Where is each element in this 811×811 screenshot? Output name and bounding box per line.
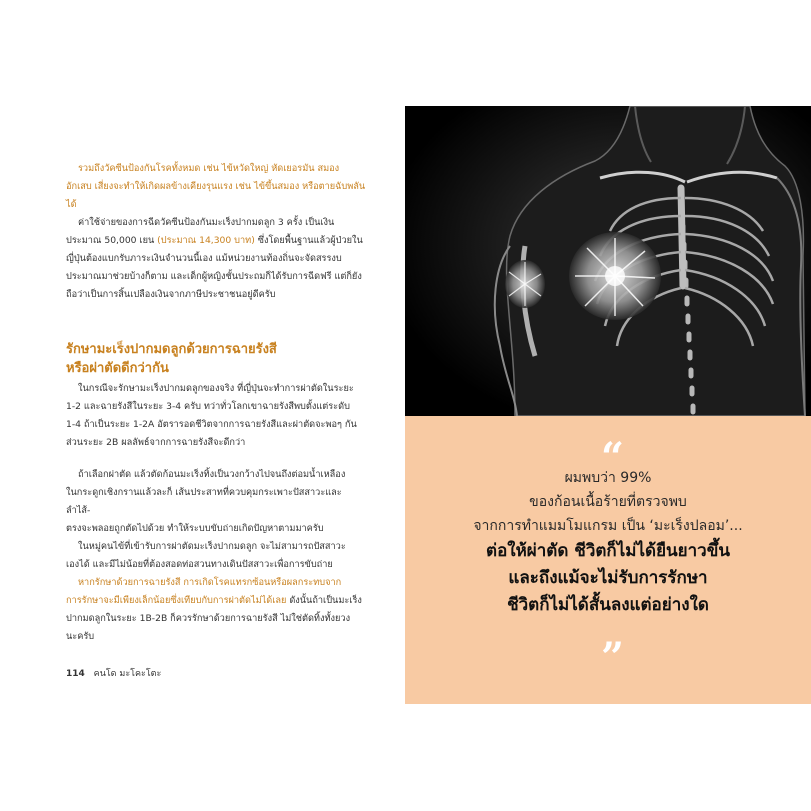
p3-line-2: 1-2 และฉายรังสีในระยะ 3-4 ครับ ทว่าทั่วโลกเขาฉายรังสีพบตั้งแต่ระดับ [66,401,350,412]
section-heading [66,340,366,378]
p5-line-2: เองได้ และมีไม่น้อยที่ต้องสอดท่อสวนทางเดินปัสสาวะเพื่อการขับถ่าย [66,559,333,570]
paragraph-6 [66,574,366,646]
p1-line-1: รวมถึงวัคซีนป้องกันโรคทั้งหมด เช่น ไข้หวัดใหญ่ หัดเยอรมัน สมอง [78,163,340,174]
body-text-top [66,160,366,304]
quote-panel [405,416,811,704]
p6-line-2-end: ดังนั้นถ้าเป็นมะเร็ง [286,595,362,606]
quote-bold-line-3: ชีวิตก็ไม่ได้สั้นลงแต่อย่างใด [507,595,709,615]
page-footer [66,666,161,680]
body-text-bottom [66,380,366,646]
quote-line-2: ของก้อนเนื้อร้ายที่ตรวจพบ [529,494,687,510]
paragraph-2 [66,214,366,304]
page-number: 114 [66,669,85,679]
quote-bold-line-1: ต่อให้ผ่าตัด ชีวิตก็ไม่ได้ยืนยาวขึ้น [486,541,730,561]
p2-line-2-orange: (ประมาณ 14,300 บาท) [154,235,255,246]
quote-line-1: ผมพบว่า 99% [564,470,652,486]
paragraph-5 [66,538,366,574]
p2-line-2-end: ซึ่งโดยพื้นฐานแล้วผู้ป่วยใน [254,235,363,246]
left-page [0,0,405,811]
p5-line-1: ในหมู่คนไข้ที่เข้ารับการผ่าตัดมะเร็งปากมดลูก จะไม่สามารถปัสสาวะ [78,541,346,552]
right-page [405,106,811,704]
paragraph-4 [66,466,366,538]
p2-line-2-start: ประมาณ 50,000 เยน [66,235,155,246]
p3-line-4: ส่วนระยะ 2B ผลลัพธ์จากการฉายรังสีจะดีกว่า [66,437,246,448]
paragraph-3 [66,380,366,452]
p6-line-4: นะครับ [66,631,95,642]
heading-line-2: หรือผ่าตัดดีกว่ากัน [66,361,169,376]
quote-bold-line-2: และถึงแม้จะไม่รับการรักษา [508,568,708,588]
p4-line-2: ในกระดูกเชิงกรานแล้วละก็ เส้นประสาทที่ควบคุมกระเพาะปัสสาวะและลำไส้- [66,487,342,516]
p1-line-3: ได้ [66,199,77,210]
p1-line-2: อักเสบ เสี่ยงจะทำให้เกิดผลข้างเคียงรุนแรง เช่น ไข้ขึ้นสมอง หรือตายฉับพลัน [66,181,366,192]
p6-line-3: ปากมดลูกในระยะ 1B-2B ก็ควรรักษาด้วยการฉายรังสี ไม่ใช่ตัดทิ้งทั้งยวง [66,613,351,624]
p6-line-1: หากรักษาด้วยการฉายรังสี การเกิดโรคแทรกซ้อนหรือผลกระทบจาก [78,577,342,588]
p2-line-3: ญี่ปุ่นต้องแบกรับภาระเงินจำนวนนี้เอง แม้หน่วยงานท้องถิ่นจะจัดสรรงบ [66,253,342,264]
p3-line-1: ในกรณีจะรักษามะเร็งปากมดลูกของจริง ที่ญี่ปุ่นจะทำการผ่าตัดในระยะ [78,383,354,394]
close-quote-icon: ” [601,634,625,681]
p2-line-5: ถือว่าเป็นการสิ้นเปลืองเงินจากภาษีประชาชนอยู่ดีครับ [66,289,276,300]
p3-line-3: 1-4 ถ้าเป็นระยะ 1-2A อัตรารอดชีวิตจากการฉายรังสีและผ่าตัดจะพอๆ กัน [66,419,357,430]
p6-line-2 [66,592,366,610]
running-title: คนโด มะโคะโตะ [93,669,162,679]
xray-female-torso-icon [405,106,811,416]
open-quote-icon: “ [601,434,625,481]
p6-line-2-orange: การรักษาจะมีเพียงเล็กน้อยซึ่งเทียบกับการผ่าตัดไม่ได้เลย [66,595,287,606]
heading-line-1: รักษามะเร็งปากมดลูกด้วยการฉายรังสี [66,342,277,357]
p2-line-4: ประมาณมาช่วยบ้างก็ตาม และเด็กผู้หญิงชั้นประถมก็ได้รับการฉีดฟรี แต่ก็ยัง [66,271,362,282]
p2-line-1: ค่าใช้จ่ายของการฉีดวัคซีนป้องกันมะเร็งปากมดลูก 3 ครั้ง เป็นเงิน [78,217,335,228]
p2-line-2 [66,232,366,250]
quote-line-3: จากการทำแมมโมแกรม เป็น ‘มะเร็งปลอม’... [473,518,743,534]
paragraph-1 [66,160,366,214]
p4-line-3: ตรงจะพลอยถูกตัดไปด้วย ทำให้ระบบขับถ่ายเกิดปัญหาตามมาครับ [66,523,324,534]
quote-text [415,466,801,619]
p4-line-1: ถ้าเลือกผ่าตัด แล้วตัดก้อนมะเร็งทิ้งเป็นวงกว้างไปจนถึงต่อมน้ำเหลือง [78,469,346,480]
paragraph-gap [66,452,366,466]
